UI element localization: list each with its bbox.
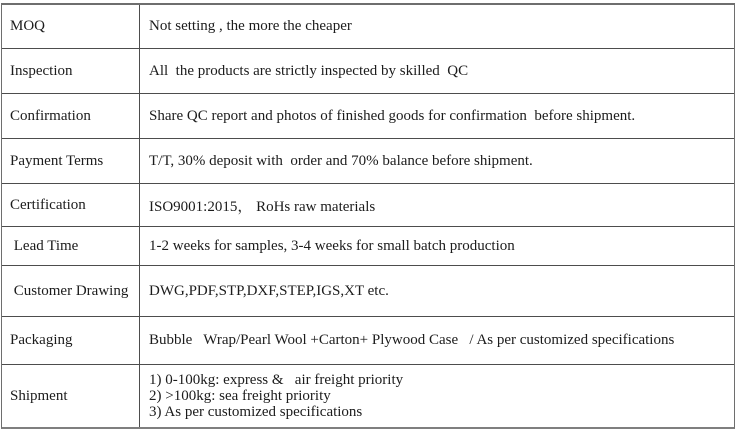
row-value: ISO9001:2015， RoHs raw materials: [149, 198, 376, 215]
shipment-line-2: 2) >100kg: sea freight priority: [149, 388, 331, 404]
row-label: Customer Drawing: [2, 266, 140, 316]
row-value: T/T, 30% deposit with order and 70% balance before shipment.: [149, 152, 533, 169]
table-row-payment-terms: [2, 139, 734, 184]
product-spec-table: [1, 3, 735, 429]
row-label: Confirmation: [2, 94, 140, 138]
table-row-packaging: [2, 317, 734, 365]
row-value: DWG,PDF,STP,DXF,STEP,IGS,XT etc.: [149, 282, 389, 299]
row-label: Shipment: [2, 365, 140, 427]
row-value: Bubble Wrap/Pearl Wool +Carton+ Plywood Case / As per customized specifications: [149, 332, 675, 348]
row-label: Payment Terms: [2, 139, 140, 183]
table-row-lead-time: [2, 227, 734, 266]
row-label: Lead Time: [2, 227, 140, 265]
shipment-line-1: 1) 0-100kg: express & air freight priority: [149, 372, 404, 388]
table-row-customer-drawing: [2, 266, 734, 317]
row-value: 1-2 weeks for samples, 3-4 weeks for small batch production: [149, 237, 515, 254]
row-value: Not setting , the more the cheaper: [149, 18, 352, 34]
row-label: Inspection: [2, 49, 140, 93]
table-row-confirmation: [2, 94, 734, 139]
table-row-moq: [2, 5, 734, 49]
row-label: MOQ: [2, 5, 140, 48]
row-label: Packaging: [2, 317, 140, 364]
table-row-shipment: [2, 365, 734, 427]
row-value: Share QC report and photos of finished goods for confirmation before shipment.: [149, 107, 636, 124]
row-label: Certification: [2, 184, 140, 226]
row-value: [140, 365, 734, 427]
table-row-certification: [2, 184, 734, 227]
shipment-line-3: 3) As per customized specifications: [149, 404, 363, 420]
row-value: All the products are strictly inspected by skilled QC: [149, 62, 469, 79]
table-row-inspection: [2, 49, 734, 94]
